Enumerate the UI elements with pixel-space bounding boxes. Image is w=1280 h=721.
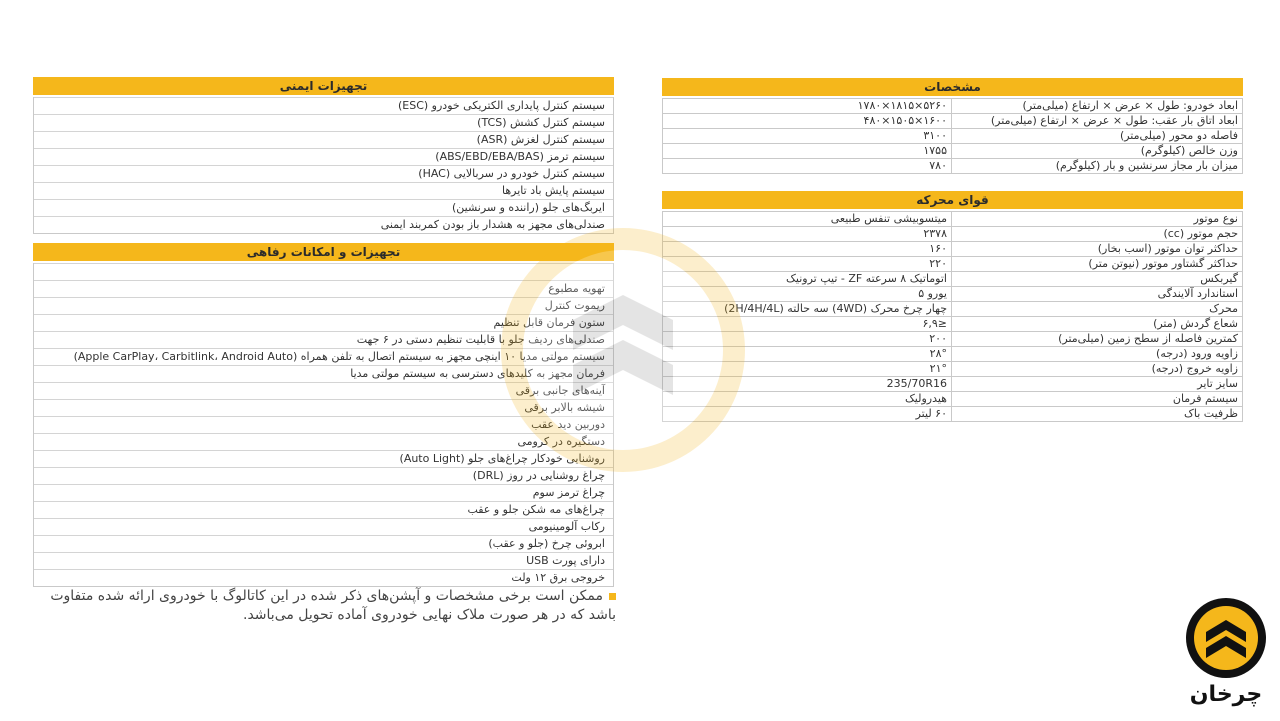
table-row [663,159,1243,174]
table-row [663,407,1243,422]
spec-label: ظرفیت باک [952,407,1243,422]
spec-value: ۲۰۰ [663,332,952,347]
comfort-title: تجهیزات و امکانات رفاهی [33,243,614,261]
spec-label: محرک [952,302,1243,317]
list-item: چراغ روشنایی در روز (DRL) [34,467,613,484]
brand-name: چرخان [1189,682,1263,707]
spec-label: زاویه خروج (درجه) [952,362,1243,377]
list-item: ریموت کنترل [34,297,613,314]
list-item: تهویه مطبوع [34,280,613,297]
brand-logo [1184,596,1268,712]
comfort-list [33,263,614,587]
spec-label: نوع موتور [952,212,1243,227]
disclaimer-note [40,587,616,625]
bullet-icon [609,593,616,600]
spec-value: ۲۱° [663,362,952,377]
safety-list [33,97,614,234]
disclaimer-text: ممکن است برخی مشخصات و آپشن‌های ذکر شده در این کاتالوگ با خودروی ارائه شده متفاوت باشد که در هر صورت ملاک نهایی خودروی آماده تحویل می‌باشد. [50,588,616,623]
safety-panel [33,77,614,234]
spec-label: گیربکس [952,272,1243,287]
table-row [663,114,1243,129]
brand-logo-icon [1184,596,1268,680]
spec-value: ۶۰ لیتر [663,407,952,422]
list-item: سیستم پایش باد تایرها [34,182,613,199]
table-row [663,272,1243,287]
table-row [663,362,1243,377]
list-item: سیستم کنترل کشش (TCS) [34,114,613,131]
list-item: روشنایی خودکار چراغ‌های جلو (Auto Light) [34,450,613,467]
spec-label: ابعاد اتاق بار عقب: طول × عرض × ارتفاع (میلی‌متر) [952,114,1243,129]
table-row [663,317,1243,332]
table-row [663,302,1243,317]
table-row [663,242,1243,257]
comfort-panel [33,243,614,587]
safety-title: تجهیزات ایمنی [33,77,614,95]
spec-value: ≤۶,۹ [663,317,952,332]
specs-panel [662,78,1243,174]
list-item: سیستم کنترل پایداری الکتریکی خودرو (ESC) [34,97,613,114]
spec-value: 235/70R16 [663,377,952,392]
powertrain-table [662,211,1243,422]
spec-label: حداکثر توان موتور (اسب بخار) [952,242,1243,257]
list-item: چراغ‌های مه شکن جلو و عقب [34,501,613,518]
list-item: سیستم کنترل لغزش (ASR) [34,131,613,148]
list-item: دستگیره در کرومی [34,433,613,450]
spec-value: میتسوبیشی تنفس طبیعی [663,212,952,227]
list-item: ستون فرمان قابل تنظیم [34,314,613,331]
list-item-empty [34,263,613,280]
list-item: رکاب آلومینیومی [34,518,613,535]
list-item: دوربین دید عقب [34,416,613,433]
spec-label: حداکثر گشتاور موتور (نیوتن متر) [952,257,1243,272]
spec-label: کمترین فاصله از سطح زمین (میلی‌متر) [952,332,1243,347]
spec-value: اتوماتیک ۸ سرعته ZF - تیپ ترونیک [663,272,952,287]
table-row [663,227,1243,242]
table-row [663,347,1243,362]
table-row [663,144,1243,159]
list-item: شیشه بالابر برقی [34,399,613,416]
spec-value: ۳۱۰۰ [663,129,952,144]
spec-label: شعاع گردش (متر) [952,317,1243,332]
list-item: آینه‌های جانبی برقی [34,382,613,399]
table-row [663,392,1243,407]
table-row [663,129,1243,144]
list-item: سیستم ترمز (ABS/EBD/EBA/BAS) [34,148,613,165]
spec-label: میزان بار مجاز سرنشین و بار (کیلوگرم) [952,159,1243,174]
table-row [663,257,1243,272]
spec-label: ابعاد خودرو: طول × عرض × ارتفاع (میلی‌متر) [952,99,1243,114]
table-row [663,212,1243,227]
list-item: چراغ ترمز سوم [34,484,613,501]
list-item: صندلی‌های مجهز به هشدار باز بودن کمربند ایمنی [34,216,613,233]
list-item: سیستم مولتی مدیا ۱۰ اینچی مجهز به سیستم اتصال به تلفن همراه (Apple CarPlay، Carbitlink، Android Auto) [34,348,613,365]
spec-label: وزن خالص (کیلوگرم) [952,144,1243,159]
spec-value: ۱۶۰۰×۱۵۰۵×۴۸۰ [663,114,952,129]
table-row [663,99,1243,114]
powertrain-title: قوای محرکه [662,191,1243,209]
spec-value: ۲۲۰ [663,257,952,272]
spec-value: ۷۸۰ [663,159,952,174]
spec-value: ۱۷۵۵ [663,144,952,159]
spec-label: سایز تایر [952,377,1243,392]
list-item: ایربگ‌های جلو (راننده و سرنشین) [34,199,613,216]
spec-label: حجم موتور (cc) [952,227,1243,242]
powertrain-panel [662,191,1243,422]
spec-label: سیستم فرمان [952,392,1243,407]
table-row [663,332,1243,347]
list-item: صندلی‌های ردیف جلو با قابلیت تنظیم دستی در ۶ جهت [34,331,613,348]
table-row [663,377,1243,392]
spec-label: استاندارد آلایندگی [952,287,1243,302]
spec-value: هیدرولیک [663,392,952,407]
list-item: فرمان مجهز به کلیدهای دسترسی به سیستم مولتی مدیا [34,365,613,382]
list-item: دارای پورت USB [34,552,613,569]
spec-value: ۵۲۶۰×۱۸۱۵×۱۷۸۰ [663,99,952,114]
table-row [663,287,1243,302]
spec-value: یورو ۵ [663,287,952,302]
list-item: ابروئی چرخ (جلو و عقب) [34,535,613,552]
list-item: سیستم کنترل خودرو در سربالایی (HAC) [34,165,613,182]
spec-label: زاویه ورود (درجه) [952,347,1243,362]
spec-value: چهار چرخ محرک (4WD) سه حالته (2H/4H/4L) [663,302,952,317]
spec-label: فاصله دو محور (میلی‌متر) [952,129,1243,144]
spec-value: ۲۸° [663,347,952,362]
specs-table [662,98,1243,174]
spec-value: ۱۶۰ [663,242,952,257]
list-item: خروجی برق ۱۲ ولت [34,569,613,586]
spec-value: ۲۳۷۸ [663,227,952,242]
specs-title: مشخصات [662,78,1243,96]
